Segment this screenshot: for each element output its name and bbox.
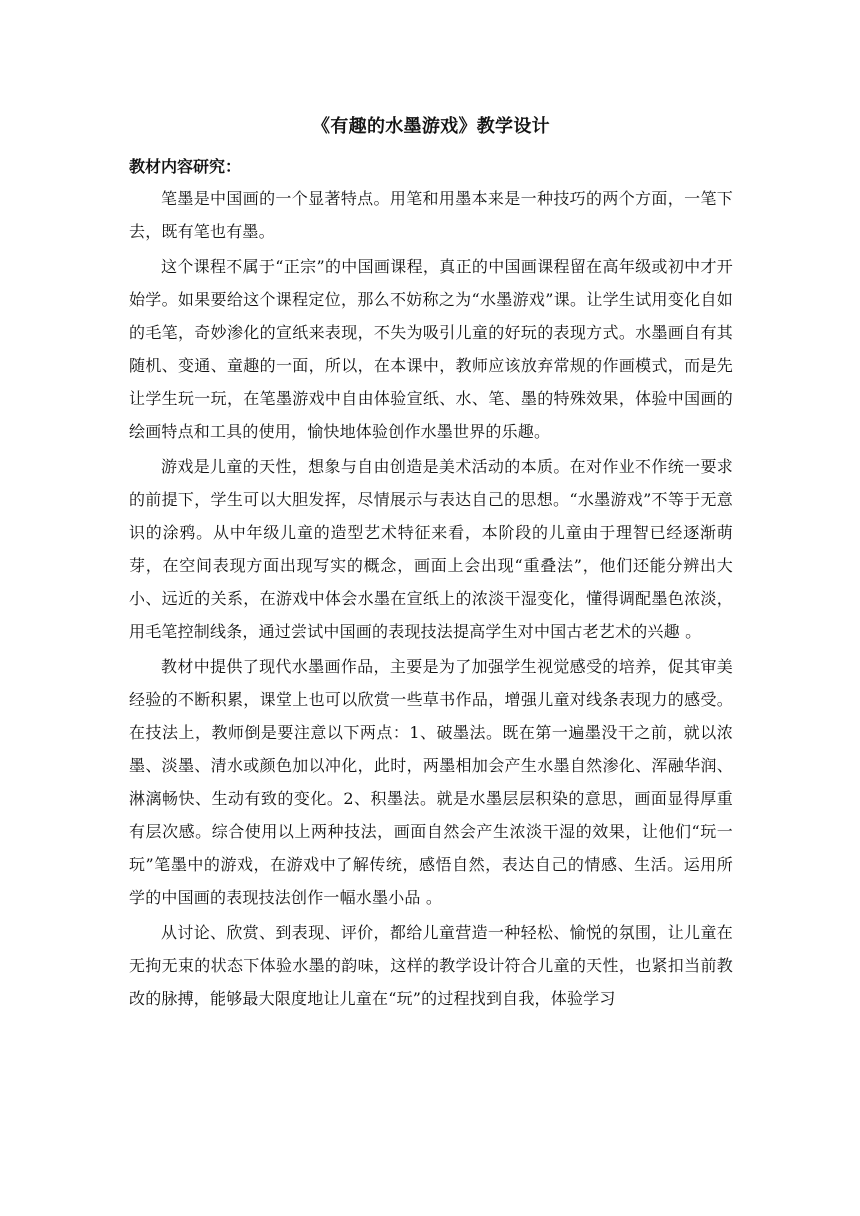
paragraph-2: 这个课程不属于“正宗”的中国画课程，真正的中国画课程留在高年级或初中才开始学。如果要给这个课程定位，那么不妨称之为“水墨游戏”课。让学生试用变化自如的毛笔，奇妙渗化的宣纸来表现，不失为吸引儿童的好玩的表现方式。水墨画自有其随机、变通、童趣的一面，所以，在本课中，教师应该放弃常规的作画模式，而是先让学生玩一玩，在笔墨游戏中自由体验宣纸、水、笔、墨的特殊效果，体验中国画的绘画特点和工具的使用，愉快地体验创作水墨世界的乐趣。: [129, 257, 733, 441]
section-heading: 教材内容研究：: [129, 157, 242, 176]
document-title: 《有趣的水墨游戏》教学设计: [312, 116, 550, 137]
paragraph-3: 游戏是儿童的天性，想象与自由创造是美术活动的本质。在对作业不作统一要求的前提下，学生可以大胆发挥，尽情展示与表达自己的思想。“水墨游戏”不等于无意识的涂鸦。从中年级儿童的造型艺术特征来看，本阶段的儿童由于理智已经逐渐萌芽，在空间表现方面出现写实的概念，画面上会出现“重叠法”，他们还能分辨出大小、远近的关系，在游戏中体会水墨在宣纸上的浓淡干湿变化，懂得调配墨色浓淡，用毛笔控制线条，通过尝试中国画的表现技法提高学生对中国古老艺术的兴趣 。: [129, 457, 733, 641]
document-body: [129, 112, 733, 1015]
paragraph-4: 教材中提供了现代水墨画作品，主要是为了加强学生视觉感受的培养，促其审美经验的不断积累，课堂上也可以欣赏一些草书作品，增强儿童对线条表现力的感受。在技法上，教师倒是要注意以下两点：1、破墨法。既在第一遍墨没干之前，就以浓墨、淡墨、清水或颜色加以冲化，此时，两墨相加会产生水墨自然渗化、浑融华润、淋漓畅快、生动有致的变化。2、积墨法。就是水墨层层积染的意思，画面显得厚重有层次感。综合使用以上两种技法，画面自然会产生浓淡干湿的效果，让他们“玩一玩”笔墨中的游戏，在游戏中了解传统，感悟自然，表达自己的情感、生活。运用所学的中国画的表现技法创作一幅水墨小品 。: [129, 657, 733, 907]
paragraph-5: 从讨论、欣赏、到表现、评价，都给儿童营造一种轻松、愉悦的氛围，让儿童在无拘无束的状态下体验水墨的韵味，这样的教学设计符合儿童的天性，也紧扣当前教改的脉搏，能够最大限度地让儿童在“玩”的过程找到自我，体验学习: [129, 923, 733, 1008]
paragraph-1: 笔墨是中国画的一个显著特点。用笔和用墨本来是一种技巧的两个方面，一笔下去，既有笔也有墨。: [129, 189, 733, 241]
